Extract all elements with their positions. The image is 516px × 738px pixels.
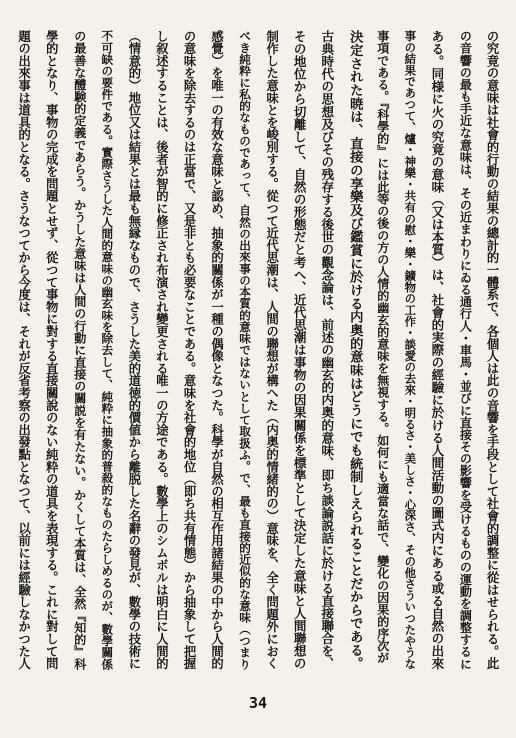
text-column: （情意的）地位又は結果とは最も無縁なもので、さうした美的道徳的價値から離脱した名辭の發見が、數學の技術に <box>126 30 142 670</box>
text-column: の最善な醴験的定義であらう。かうした意味は人間の行動に直接の關説を有たない。かくして本質は、全然『知的』科 <box>72 30 87 670</box>
text-column: の究竟の意味は社會的行動の結果の總計的一體系で、各個人は此の音響を手段として社會的調整に從はせられる。此 <box>485 30 500 670</box>
text-column: の音響の最も手近な意味は、その近まわりにゐる通行人・車馬・並びに直接その影響を受けるものの運動を調整するに <box>458 30 473 670</box>
text-column: 古典時代の思想及びその残存する後世の觀念論は、前述の幽玄的内奥的意味、即ち談論説話に於ける直接聯合を、 <box>319 30 335 670</box>
text-column: 制作した意味とを峻別する。從つて近代思潮は、人間の聯想が構へた（内奥的情緒的の）意味を、全く問題外におく <box>264 30 280 670</box>
text-column: の意味を除去するのは正當で、又是非とも必要なことである。意味を社會的地位（即ち共有情態）から抽象して把握 <box>181 30 197 670</box>
text-column: し叙述することは、後者が智的に修正され布演され變更される唯一の方途である。數學上のシムボルは明白に人間的 <box>154 30 170 670</box>
text-column: 事の結果であつて、爐・神樂・共有の慰・樂・鑛物の工作・談愛の去來・明るさ・美しさ・心深さ、その他さういつたやうな <box>403 30 418 670</box>
text-body <box>10 30 506 670</box>
text-column: 感覺）を唯一の有效な意味と認め、抽象的關係が一種の偶像となつた。科學が自然の相互作用諸結果の中から人間的 <box>209 30 225 670</box>
page-number: 34 <box>248 694 268 712</box>
text-column: その地位から切離して、自然の形態だと考へ、近代思潮は事物の因果關係を標準として決定した意味と人間聯想の <box>292 30 308 670</box>
text-column: 事項である。『科學的』には此等の後の方の人情的幽玄的意味を無視する。如何にも適當な話で、變化の因果的序次が <box>375 30 390 664</box>
text-column: 決定された暁は、直接の享樂及び鑑賞に於ける内奥的意味はどうにでも統制しえられることだからである。 <box>347 30 364 670</box>
text-column: ある。同様に火の究竟の意味（又は本質）は、社會的実際の經驗に於ける人間活動の圖式内にある或る自然の出來 <box>429 30 445 670</box>
text-column: べき純粋に私的なものであって、自然の出來事の本質的意味ではないとして取扱ふ。で、最も直接的近似的な意味（つまり <box>238 30 253 670</box>
text-column: 題の出來事は道具的となる。さうなつてから今度は、それが反省考察の出發點となつて、以前には經驗しなかつた人 <box>16 30 32 670</box>
text-column: 不可缺の要件である。實際さうした人間的意味の幽玄味を除去して、純粋に抽象的普殺的なものたらしめるのが、數學關係 <box>100 30 115 670</box>
text-column: 學的となり、事物の完成を問題とせず、從つて事物に對する直接關說のない純粋の道具を表現する。これに對して問 <box>44 30 60 670</box>
